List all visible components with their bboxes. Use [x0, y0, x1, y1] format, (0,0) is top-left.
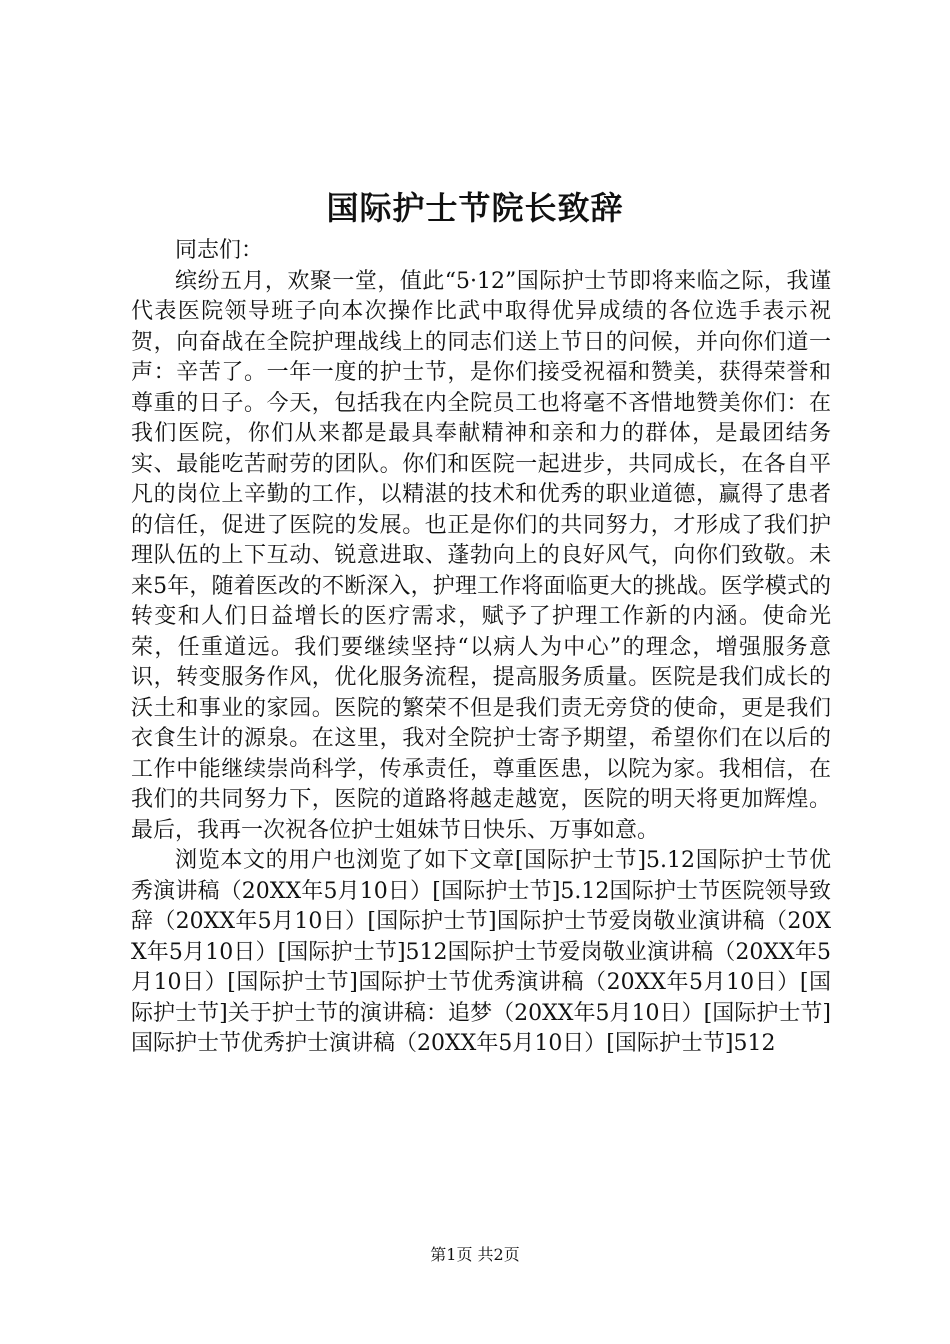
speech-paragraph: 缤纷五月，欢聚一堂，值此“5·12”国际护士节即将来临之际，我谨代表医院领导班子向本次操作比武中取得优异成绩的各位选手表示祝贺，向奋战在全院护理战线上的同志们送上节日的问候，并向你们道一声：辛苦了。一年一度的护士节，是你们接受祝福和赞美，获得荣誉和尊重的日子。今天，包括我在内全院员工也将毫不吝惜地赞美你们：在我们医院，你们从来都是最具奉献精神和亲和力的群体，是最团结务实、最能吃苦耐劳的团队。你们和医院一起进步，共同成长，在各自平凡的岗位上辛勤的工作，以精湛的技术和优秀的职业道德，赢得了患者的信任，促进了医院的发展。也正是你们的共同努力，才形成了我们护理队伍的上下互动、锐意进取、蓬勃向上的良好风气，向你们致敬。未来5年，随着医改的不断深入，护理工作将面临更大的挑战。医学模式的转变和人们日益增长的医疗需求，赋予了护理工作新的内涵。使命光荣，任重道远。我们要继续坚持“以病人为中心”的理念，增强服务意识，转变服务作风，优化服务流程，提高服务质量。医院是我们成长的沃土和事业的家园。医院的繁荣不但是我们责无旁贷的使命，更是我们衣食生计的源泉。在这里，我对全院护士寄予期望，希望你们在以后的工作中能继续崇尚科学，传承责任，尊重医患，以院为家。我相信，在我们的共同努力下，医院的道路将越走越宽，医院的明天将更加辉煌。最后，我再一次祝各位护士姐妹节日快乐、万事如意。 [131, 268, 831, 843]
document-title: 国际护士节院长致辞 [326, 189, 624, 227]
document-body [131, 236, 831, 1060]
page-number-footer: 第1页 共2页 [430, 1245, 520, 1264]
related-articles-paragraph: 浏览本文的用户也浏览了如下文章[国际护士节]5.12国际护士节优秀演讲稿（20XX年5月10日）[国际护士节]5.12国际护士节医院领导致辞（20XX年5月10日）[国际护士节]国际护士节爱岗敬业演讲稿（20XX年5月10日）[国际护士节]512国际护士节爱岗敬业演讲稿（20XX年5月10日）[国际护士节]国际护士节优秀演讲稿（20XX年5月10日）[国际护士节]关于护士节的演讲稿：追梦（20XX年5月10日）[国际护士节]国际护士节优秀护士演讲稿（20XX年5月10日）[国际护士节]512 [131, 848, 831, 1056]
salutation: 同志们： [175, 238, 264, 263]
